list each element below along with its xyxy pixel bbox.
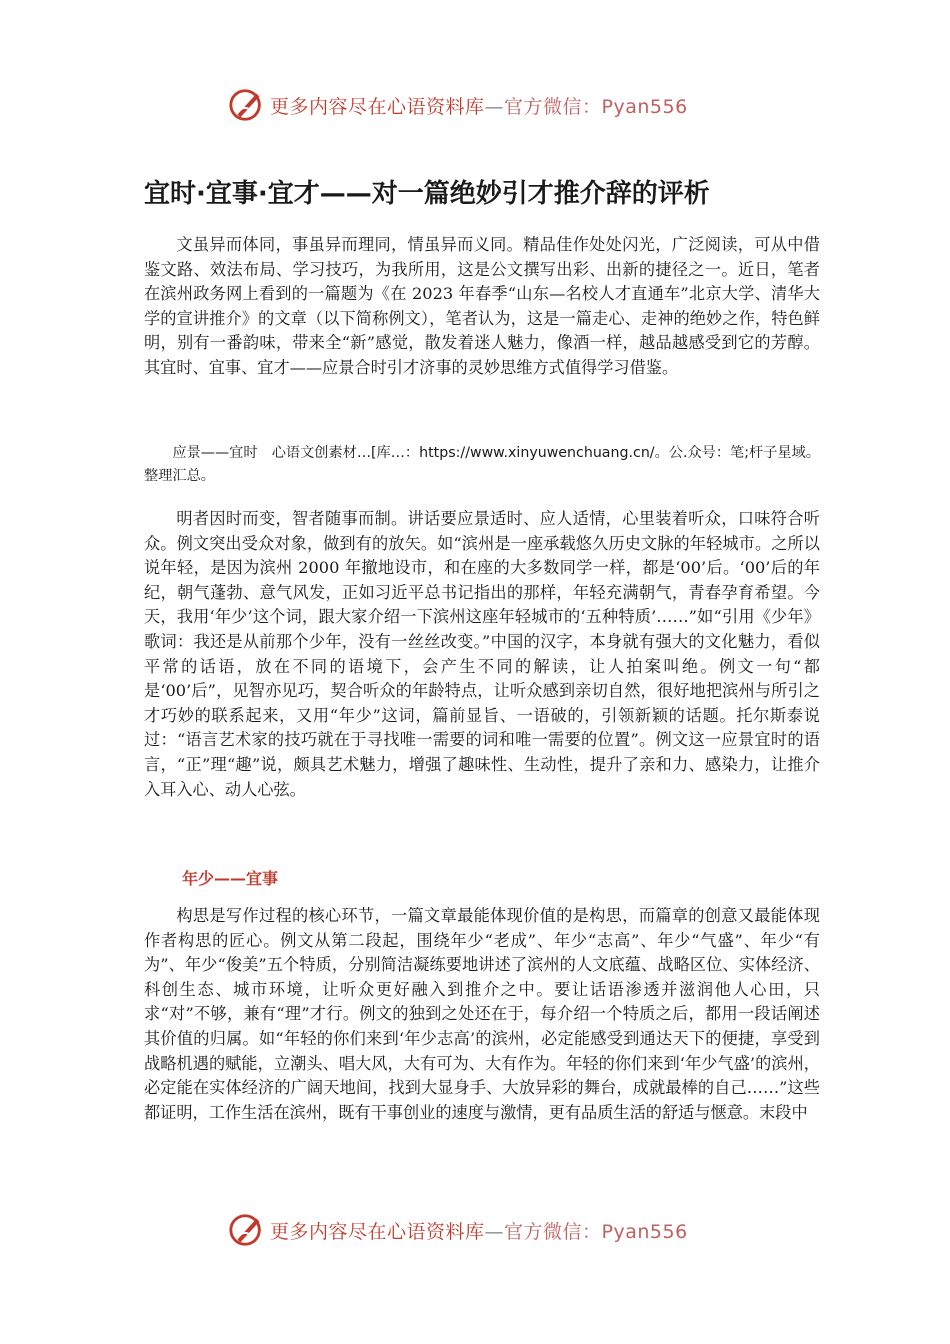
banner-wechat: 官方微信：Pyan556 (504, 1220, 688, 1243)
banner-main-text: 更多内容尽在心语资料库 (270, 1220, 485, 1243)
banner-dash: — (484, 95, 505, 118)
banner-text (270, 92, 688, 119)
paragraph-yingjing: 明者因时而变，智者随事而制。讲话要应景适时、应人适情，心里装着听众，口味符合听众。例文突出受众对象，做到有的放矢。如“滨州是一座承载悠久历史文脉的年轻城市。之所以说年轻，是因为滨州 2000 年撤地设市，和在座的大多数同学一样，都是‘00’后。‘00’后的年纪，朝气蓬勃、意气风发，正如习近平总书记指出的那样，年轻充满朝气，青春孕育希望。今天，我用‘年少’这个词，跟大家介绍一下滨州这座年轻城市的‘五种特质’……”如“引用《少年》歌词：我还是从前那个少年，没有一丝丝改变。”中国的汉字，本身就有强大的文化魅力，看似平常的话语，放在不同的语境下，会产生不同的解读，让人拍案叫绝。例文一句“都是‘00’后”，见智亦见巧，契合听众的年龄特点，让听众感到亲切自然，很好地把滨州与所引之才巧妙的联系起来，又用“年少”这词，篇前显旨、一语破的，引领新颖的话题。托尔斯泰说过：“语言艺术家的技巧就在于寻找唯一需要的词和唯一需要的位置”。例文这一应景宜时的语言，“正”理“趣”说，颇具艺术魅力，增强了趣味性、生动性，提升了亲和力、感染力，让推介入耳入心、动人心弦。 (144, 509, 820, 799)
paragraph-intro: 文虽异而体同，事虽异而理同，情虽异而义同。精品佳作处处闪光，广泛阅读，可从中借鉴文路、效法布局、学习技巧，为我所用，这是公文撰写出彩、出新的捷径之一。近日，笔者在滨州政务网上看到的一篇题为《在 2023 年春季“山东—名校人才直通车”北京大学、清华大学的宣讲推介》的文章（以下简称例文），笔者认为，这是一篇走心、走神的绝妙之作，特色鲜明，别有一番韵味，带来全“新”感觉，散发着迷人魅力，像酒一样，越品越感受到它的芳醇。其宜时、宜事、宜才——应景合时引才济事的灵妙思维方式值得学习借鉴。 (144, 235, 820, 377)
banner-dash: — (484, 1220, 505, 1243)
quill-logo-icon (228, 1210, 266, 1250)
quill-logo-icon (228, 85, 266, 125)
banner-main-text: 更多内容尽在心语资料库 (270, 95, 485, 118)
paragraph-gousi: 构思是写作过程的核心环节，一篇文章最能体现价值的是构思，而篇章的创意又最能体现作者构思的匠心。例文从第二段起，围绕年少“老成”、年少“志高”、年少“气盛”、年少“有为”、年少“俊美”五个特质，分别简洁凝练要地讲述了滨州的人文底蕴、战略区位、实体经济、科创生态、城市环境，让听众更好融入到推介之中。要让话语渗透并滋润他人心田，只求“对”不够，兼有“理”才行。例文的独到之处还在于，每介绍一个特质之后，都用一段话阐述其价值的归属。如“年轻的你们来到‘年少志高’的滨州，必定能感受到通达天下的便捷，享受到战略机遇的赋能，立潮头、唱大风，大有可为、大有作为。年轻的你们来到‘年少气盛’的滨州，必定能在实体经济的广阔天地间，找到大显身手、大放异彩的舞台，成就最棒的自己……”这些都证明，工作生活在滨州，既有干事创业的速度与激情，更有品质生活的舒适与惬意。末段中 (144, 906, 820, 1122)
banner-text (270, 1217, 688, 1244)
source-line: 应景——宜时 心语文创素材…[库…：https://www.xinyuwenchuang.cn/。公.众号：笔;杆子星域。整理汇总。 (144, 445, 820, 484)
header-banner (228, 82, 688, 128)
banner-wechat: 官方微信：Pyan556 (504, 95, 688, 118)
section-heading: 年少——宜事 (182, 869, 279, 888)
footer-banner (228, 1207, 688, 1253)
document-title: 宜时·宜事·宜才——对一篇绝妙引才推介辞的评析 (144, 179, 710, 209)
